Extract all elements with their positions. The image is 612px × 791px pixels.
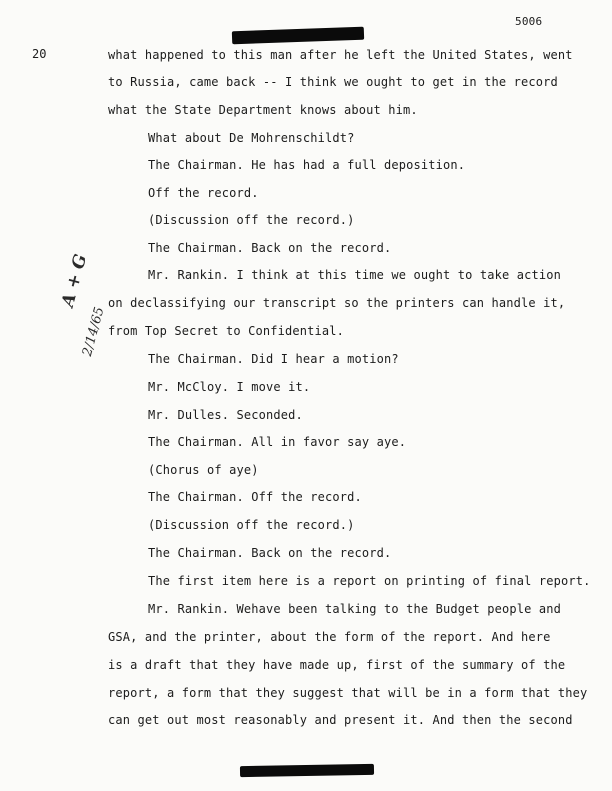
transcript-line-20: The first item here is a report on printing of final report. [148,574,591,588]
transcript-line-6: Off the record. [148,186,259,200]
transcript-line-22: GSA, and the printer, about the form of the report. And here [108,630,551,644]
transcript-line-18: (Discussion off the record.) [148,518,355,532]
transcript-line-15: The Chairman. All in favor say aye. [148,435,407,449]
redaction-bar-top [232,27,364,45]
transcript-line-23: is a draft that they have made up, first of the summary of the [108,658,566,672]
transcript-line-13: Mr. McCloy. I move it. [148,380,311,394]
transcript-line-17: The Chairman. Off the record. [148,490,362,504]
transcript-line-24: report, a form that they suggest that will be in a form that they [108,686,588,700]
transcript-line-12: The Chairman. Did I hear a motion? [148,352,399,366]
transcript-line-16: (Chorus of aye) [148,463,259,477]
line-number: 20 [32,47,47,61]
handwritten-initials: A + G [58,252,92,310]
transcript-line-4: What about De Mohrenschildt? [148,131,355,145]
transcript-line-1: what happened to this man after he left the United States, went [108,48,573,62]
transcript-line-14: Mr. Dulles. Seconded. [148,408,303,422]
transcript-line-5: The Chairman. He has had a full deposition. [148,158,466,172]
transcript-line-25: can get out most reasonably and present it. And then the second [108,713,573,727]
transcript-line-11: from Top Secret to Confidential. [108,324,344,338]
page-number: 5006 [515,15,543,28]
redaction-bar-bottom [240,764,374,777]
transcript-line-10: on declassifying our transcript so the printers can handle it, [108,296,566,310]
transcript-line-3: what the State Department knows about him. [108,103,418,117]
transcript-line-2: to Russia, came back -- I think we ought to get in the record [108,75,558,89]
transcript-line-19: The Chairman. Back on the record. [148,546,392,560]
transcript-line-7: (Discussion off the record.) [148,213,355,227]
transcript-line-8: The Chairman. Back on the record. [148,241,392,255]
transcript-line-9: Mr. Rankin. I think at this time we ought to take action [148,268,561,282]
handwritten-date: 2/14/65 [80,305,108,358]
transcript-line-21: Mr. Rankin. Wehave been talking to the Budget people and [148,602,561,616]
